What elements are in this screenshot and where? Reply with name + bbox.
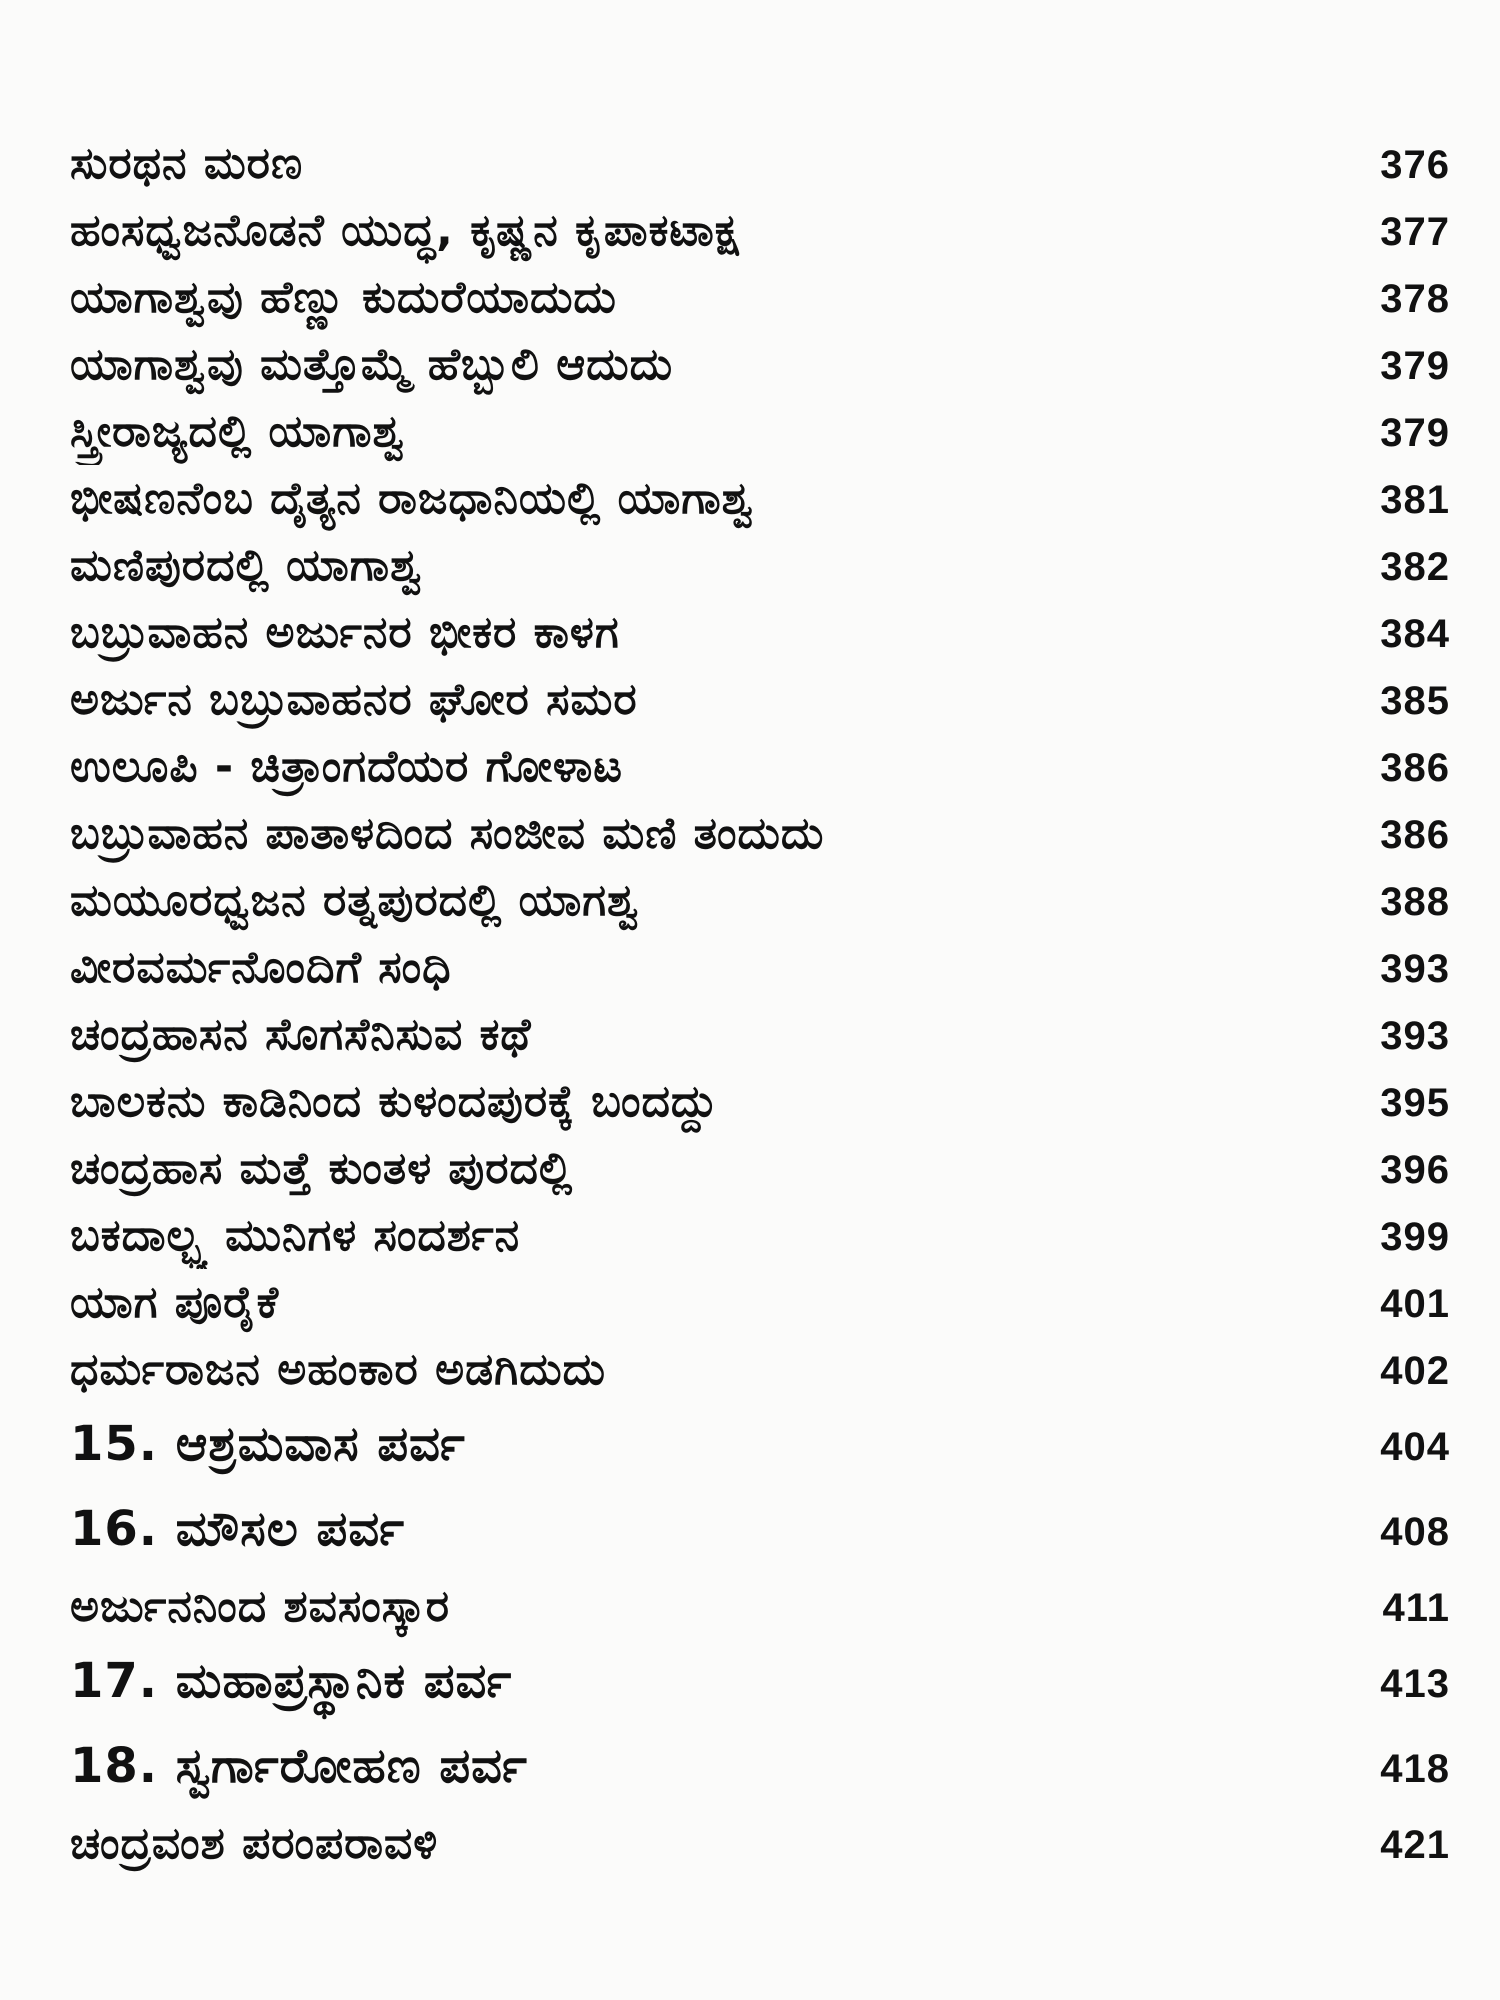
toc-entry — [70, 1135, 1450, 1202]
toc-section-title: 16. ಮೌಸಲ ಪರ್ವ — [70, 1501, 405, 1557]
toc-entry-page: 421 — [1380, 1823, 1450, 1867]
toc-entry-page: 395 — [1380, 1081, 1450, 1125]
toc-entry — [70, 1573, 1450, 1640]
toc-entry-title: ಬಾಲಕನು ಕಾಡಿನಿಂದ ಕುಳಂದಪುರಕ್ಕೆ ಬಂದದ್ದು — [70, 1076, 719, 1127]
table-of-contents — [70, 130, 1450, 1877]
toc-entry — [70, 800, 1450, 867]
toc-entry-page: 385 — [1380, 679, 1450, 723]
toc-entry-title: ಬಬ್ರುವಾಹನ ಪಾತಾಳದಿಂದ ಸಂಜೀವ ಮಣಿ ತಂದುದು — [70, 808, 825, 859]
toc-entry-title: ಯಾಗಾಶ್ವವು ಮತ್ತೊಮ್ಮೆ ಹೆಬ್ಬುಲಿ ಆದುದು — [70, 339, 674, 390]
toc-entry-title: ಸುರಥನ ಮರಣ — [70, 138, 304, 189]
toc-entry — [70, 1336, 1450, 1403]
toc-entry-page: 399 — [1380, 1215, 1450, 1259]
toc-entry-title: ಸ್ತ್ರೀರಾಜ್ಯದಲ್ಲಿ ಯಾಗಾಶ್ವ — [70, 406, 406, 457]
toc-entry-title: ಚಂದ್ರಹಾಸನ ಸೊಗಸೆನಿಸುವ ಕಥೆ — [70, 1009, 532, 1060]
toc-entry-page: 393 — [1380, 1014, 1450, 1058]
toc-entry-page: 376 — [1380, 143, 1450, 187]
toc-entry-page: 378 — [1380, 277, 1450, 321]
toc-entry — [70, 1269, 1450, 1336]
toc-entry — [70, 197, 1450, 264]
toc-entry — [70, 130, 1450, 197]
toc-entry-page: 381 — [1380, 478, 1450, 522]
toc-section-entry — [70, 1485, 1450, 1573]
toc-entry — [70, 599, 1450, 666]
toc-entry — [70, 331, 1450, 398]
toc-entry-title: ಹಂಸಧ್ವಜನೊಡನೆ ಯುದ್ಧ, ಕೃಷ್ಣನ ಕೃಪಾಕಟಾಕ್ಷ — [70, 205, 740, 256]
toc-entry-page: 401 — [1380, 1282, 1450, 1326]
toc-entry-page: 418 — [1380, 1747, 1450, 1791]
toc-entry-title: ಅರ್ಜುನ ಬಬ್ರುವಾಹನರ ಘೋರ ಸಮರ — [70, 674, 638, 725]
toc-section-entry — [70, 1722, 1450, 1810]
toc-entry-page: 396 — [1380, 1148, 1450, 1192]
toc-entry-page: 393 — [1380, 947, 1450, 991]
toc-entry — [70, 934, 1450, 1001]
toc-entry — [70, 398, 1450, 465]
toc-entry — [70, 465, 1450, 532]
toc-entry — [70, 867, 1450, 934]
toc-entry-page: 379 — [1380, 344, 1450, 388]
toc-entry-title: ಧರ್ಮರಾಜನ ಅಹಂಕಾರ ಅಡಗಿದುದು — [70, 1344, 607, 1395]
toc-entry — [70, 1202, 1450, 1269]
toc-entry-page: 377 — [1380, 210, 1450, 254]
toc-entry-title: ಚಂದ್ರಹಾಸ ಮತ್ತೆ ಕುಂತಳ ಪುರದಲ್ಲಿ — [70, 1143, 574, 1194]
toc-entry — [70, 264, 1450, 331]
toc-section-title: 17. ಮಹಾಪ್ರಸ್ಥಾನಿಕ ಪರ್ವ — [70, 1653, 513, 1709]
toc-entry-title: ಯಾಗ ಪೂರೈಕೆ — [70, 1277, 280, 1328]
toc-entry-page: 388 — [1380, 880, 1450, 924]
toc-entry — [70, 1068, 1450, 1135]
toc-entry-title: ವೀರವರ್ಮನೊಂದಿಗೆ ಸಂಧಿ — [70, 942, 452, 993]
toc-entry-title: ಬಕದಾಲ್ಭ್ಯ ಮುನಿಗಳ ಸಂದರ್ಶನ — [70, 1210, 521, 1261]
toc-entry-page: 386 — [1380, 813, 1450, 857]
toc-entry-page: 384 — [1380, 612, 1450, 656]
toc-entry — [70, 733, 1450, 800]
toc-section-title: 15. ಆಶ್ರಮವಾಸ ಪರ್ವ — [70, 1416, 466, 1472]
toc-entry-page: 386 — [1380, 746, 1450, 790]
toc-entry-page: 404 — [1380, 1425, 1450, 1469]
toc-section-title: 18. ಸ್ವರ್ಗಾರೋಹಣ ಪರ್ವ — [70, 1738, 528, 1794]
toc-entry-title: ಉಲೂಪಿ - ಚಿತ್ರಾಂಗದೆಯರ ಗೋಳಾಟ — [70, 741, 624, 792]
toc-entry-page: 413 — [1380, 1662, 1450, 1706]
toc-entry-page: 379 — [1380, 411, 1450, 455]
toc-entry-title: ಭೀಷಣನೆಂಬ ದೈತ್ಯನ ರಾಜಧಾನಿಯಲ್ಲಿ ಯಾಗಾಶ್ವ — [70, 473, 755, 524]
toc-entry — [70, 1001, 1450, 1068]
toc-entry-page: 408 — [1380, 1510, 1450, 1554]
toc-entry — [70, 1810, 1450, 1877]
toc-entry-title: ಚಂದ್ರವಂಶ ಪರಂಪರಾವಳಿ — [70, 1818, 439, 1869]
toc-entry-title: ಯಾಗಾಶ್ವವು ಹೆಣ್ಣು ಕುದುರೆಯಾದುದು — [70, 272, 617, 323]
toc-entry-title: ಮಣಿಪುರದಲ್ಲಿ ಯಾಗಾಶ್ವ — [70, 540, 424, 591]
toc-entry — [70, 666, 1450, 733]
toc-entry — [70, 532, 1450, 599]
toc-entry-title: ಅರ್ಜುನನಿಂದ ಶವಸಂಸ್ಕಾರ — [70, 1581, 451, 1632]
toc-entry-page: 402 — [1380, 1349, 1450, 1393]
toc-entry-page: 382 — [1380, 545, 1450, 589]
toc-section-entry — [70, 1640, 1450, 1722]
toc-entry-page: 411 — [1382, 1586, 1450, 1630]
toc-section-entry — [70, 1403, 1450, 1485]
toc-entry-title: ಬಬ್ರುವಾಹನ ಅರ್ಜುನರ ಭೀಕರ ಕಾಳಗ — [70, 607, 620, 658]
toc-entry-title: ಮಯೂರಧ್ವಜನ ರತ್ನಪುರದಲ್ಲಿ ಯಾಗಶ್ವ — [70, 875, 641, 926]
